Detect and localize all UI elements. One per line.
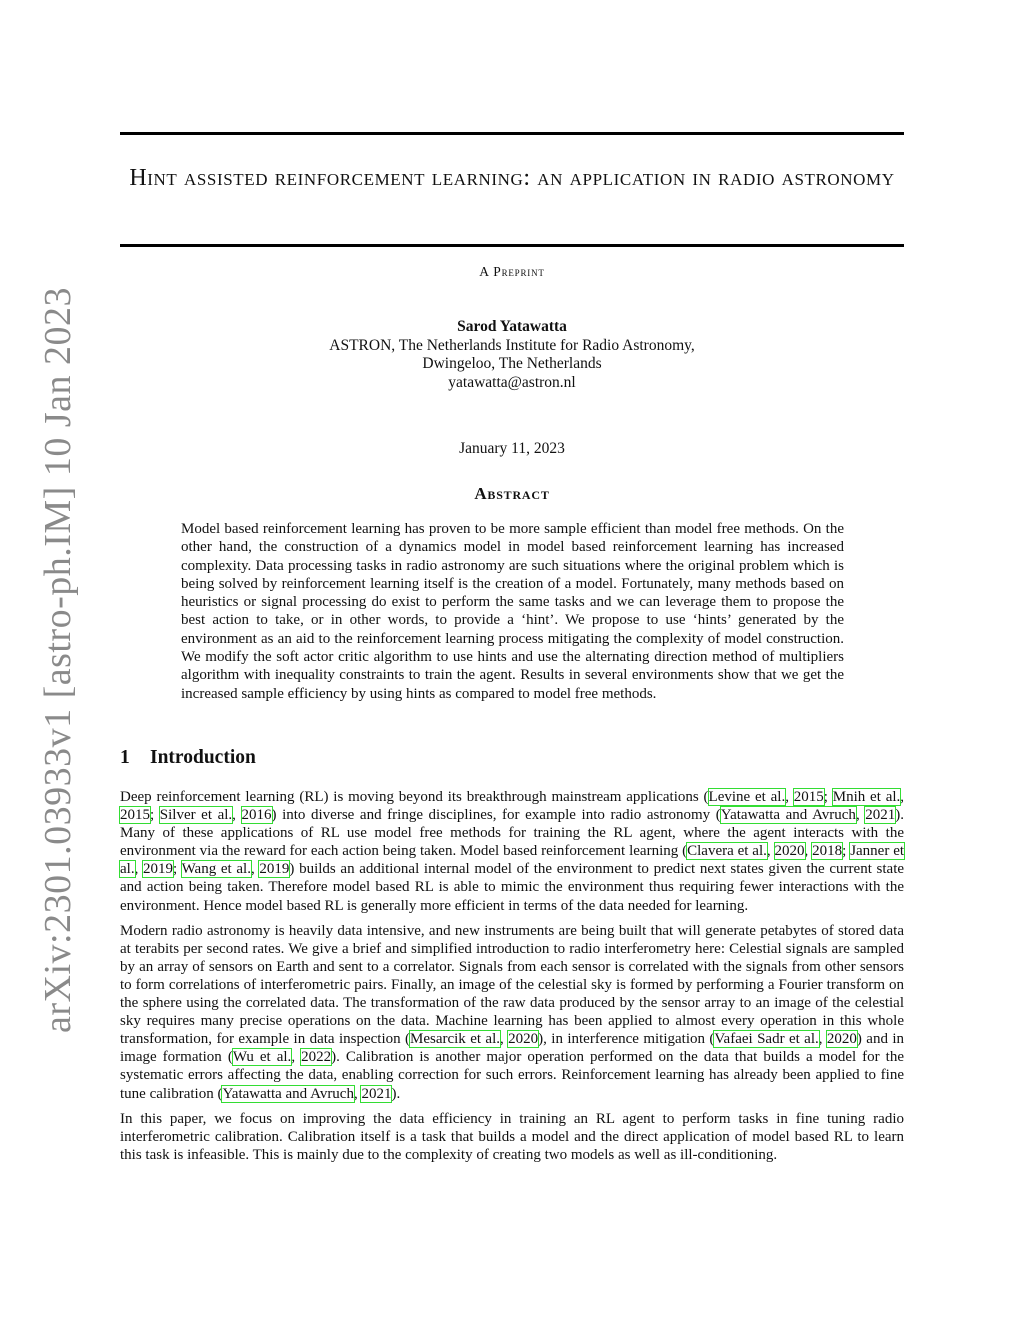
abstract-text: Model based reinforcement learning has proven to be more sample efficient than model free methods. On the other hand, the construction of a dynamics model in model based reinforcement learning has increased complexity. Data processing tasks in radio astronomy are such situations where the original problem which is being solved by reinforcement learning itself is the creation of a model. Fortunately, many methods based on heuristics or signal processing do exist to perform the same tasks and we can leverage them to propose the best action to take, or in other words, to provide a ‘hint’. We propose to use ‘hints’ generated by the environment as an aid to the reinforcement learning process mitigating the complexity of model construction. We modify the soft actor critic algorithm to use hints and use the alternating direction method of multipliers algorithm with inequality constraints to train the agent. Results in several environments show that we get the increased sample efficiency by using hints as compared to model free methods.	[181, 521, 844, 702]
text-run: ,	[291, 1049, 302, 1066]
text-run: ,	[232, 807, 242, 824]
citation-link[interactable]: Yatawatta and Avruch	[222, 1085, 354, 1102]
text-run: Deep reinforcement learning (RL) is moving beyond its breakthrough mainstream applications (	[120, 789, 709, 805]
text-run: ), in interference mitigation (	[538, 1031, 715, 1048]
author-email: yatawatta@astron.nl	[448, 373, 576, 391]
author-name: Sarod Yatawatta	[457, 318, 567, 335]
intro-paragraph-3: In this paper, we focus on improving the data efficiency in training an RL agent to perform tasks in fine tuning radio interferometric calibration. Calibration itself is a task that builds a model and the direct application of model based RL to learn this task is infeasible. This is mainly due to the complexity of creating two models as well as ill-conditioning.	[120, 1110, 904, 1163]
citation-link[interactable]: Clavera et al.	[687, 843, 767, 860]
citation-link[interactable]: 2022	[301, 1049, 332, 1066]
text-run: ;	[823, 789, 833, 805]
title-top-rule	[120, 132, 904, 135]
citation-link[interactable]: 2019	[259, 861, 290, 878]
citation-link[interactable]: 2019	[143, 861, 174, 878]
text-run: ;	[842, 843, 851, 860]
citation-link[interactable]: Yatawatta and Avruch	[720, 807, 856, 824]
text-run: Modern radio astronomy is heavily data intensive, and new instruments are being built that will generate petabytes of stored data at terabits per second rates. We give a brief and simplified introduction to radio interferometry here: Celestial signals are sampled by an array of sensors on Earth and sent to a correlator. Signals from each sensor is correlated with the signals from other sensors to form correlations of interferometric pairs. Finally, an image of the celestial sky is formed by performing a Fourier transform on the sphere using the correlated data. The transformation of the raw data produced by the sensor array to an image of the celestial sky requires many precise operations on the data. Machine learning has been applied to almost every operation in this whole transformation, for example in data inspection (	[120, 922, 904, 1048]
citation-link[interactable]: Levine et al.	[708, 789, 786, 805]
section-number: 1	[120, 747, 130, 768]
text-run: ,	[134, 861, 144, 878]
intro-paragraph-2	[120, 922, 904, 1103]
citation-link[interactable]: 2020	[774, 843, 805, 860]
text-run: ,	[500, 1031, 509, 1048]
author-affiliation-line1: ASTRON, The Netherlands Institute for Radio Astronomy,	[329, 336, 695, 354]
abstract-heading: Abstract	[474, 484, 550, 503]
paper-title: Hint assisted reinforcement learning: an application in radio astronomy	[129, 165, 895, 191]
intro-paragraph-1	[120, 788, 904, 915]
section-title: Introduction	[150, 747, 256, 768]
citation-link[interactable]: 2018	[812, 843, 843, 860]
text-run: ;	[150, 807, 160, 824]
citation-link[interactable]: 2015	[793, 789, 824, 805]
introduction-body	[120, 788, 904, 1171]
text-run: ). Many of these applications of RL use model free methods for training the RL agent, where the agent interacts with the environment via the reward for each action being taken. Model based reinforcement learning (	[120, 807, 905, 860]
text-run: ,	[804, 843, 813, 860]
text-run: ,	[785, 789, 794, 805]
preprint-label: A Preprint	[479, 264, 545, 279]
text-run: ;	[173, 861, 182, 878]
arxiv-identifier: arXiv:2301.03933v1 [astro-ph.IM] 10 Jan 2023	[37, 286, 79, 1034]
author-affiliation-line2: Dwingeloo, The Netherlands	[422, 355, 602, 372]
text-run: ,	[250, 861, 260, 878]
text-run: ,	[766, 843, 775, 860]
text-run: ,	[353, 1085, 362, 1102]
citation-link[interactable]: Wu et al.	[232, 1049, 292, 1066]
publication-date: January 11, 2023	[459, 440, 565, 457]
text-run: ,	[855, 807, 866, 824]
text-run: ) and in image formation (	[120, 1031, 905, 1066]
citation-link[interactable]: Vafaei Sadr et al.	[714, 1031, 819, 1048]
citation-link[interactable]: 2016	[241, 807, 272, 824]
citation-link[interactable]: 2020	[826, 1031, 857, 1048]
title-bottom-rule	[120, 244, 904, 247]
text-run: ) builds an additional internal model of the environment to predict next states given the current state and action being taken. Therefore model based RL is able to mimic the environment thus requiring fewer interactions with the environment. Hence model based RL is generally more efficient in terms of the data needed for learning.	[120, 861, 905, 914]
text-run: ,	[818, 1031, 827, 1048]
citation-link[interactable]: 2015	[120, 807, 150, 824]
text-run: ) into diverse and fringe disciplines, for example into radio astronomy (	[271, 807, 721, 824]
text-run: ).	[391, 1085, 401, 1102]
section-heading-introduction	[120, 747, 256, 769]
citation-link[interactable]: 2021	[865, 807, 896, 824]
citation-link[interactable]: 2020	[508, 1031, 539, 1048]
citation-link[interactable]: Mesarcik et al.	[410, 1031, 500, 1048]
citation-link[interactable]: Wang et al.	[181, 861, 251, 878]
citation-link[interactable]: Mnih et al.	[832, 789, 901, 805]
citation-link[interactable]: 2021	[361, 1085, 392, 1102]
text-run: ,	[900, 789, 905, 805]
citation-link[interactable]: Janner et al.	[120, 843, 905, 878]
author-block	[0, 318, 1024, 392]
citation-link[interactable]: Silver et al.	[159, 807, 233, 824]
text-run: ). Calibration is another major operation performed on the data that builds a model for the systematic errors affecting the data, enabling correction for such errors. Reinforcement learning has already been applied to fine tune calibration (	[120, 1049, 904, 1102]
